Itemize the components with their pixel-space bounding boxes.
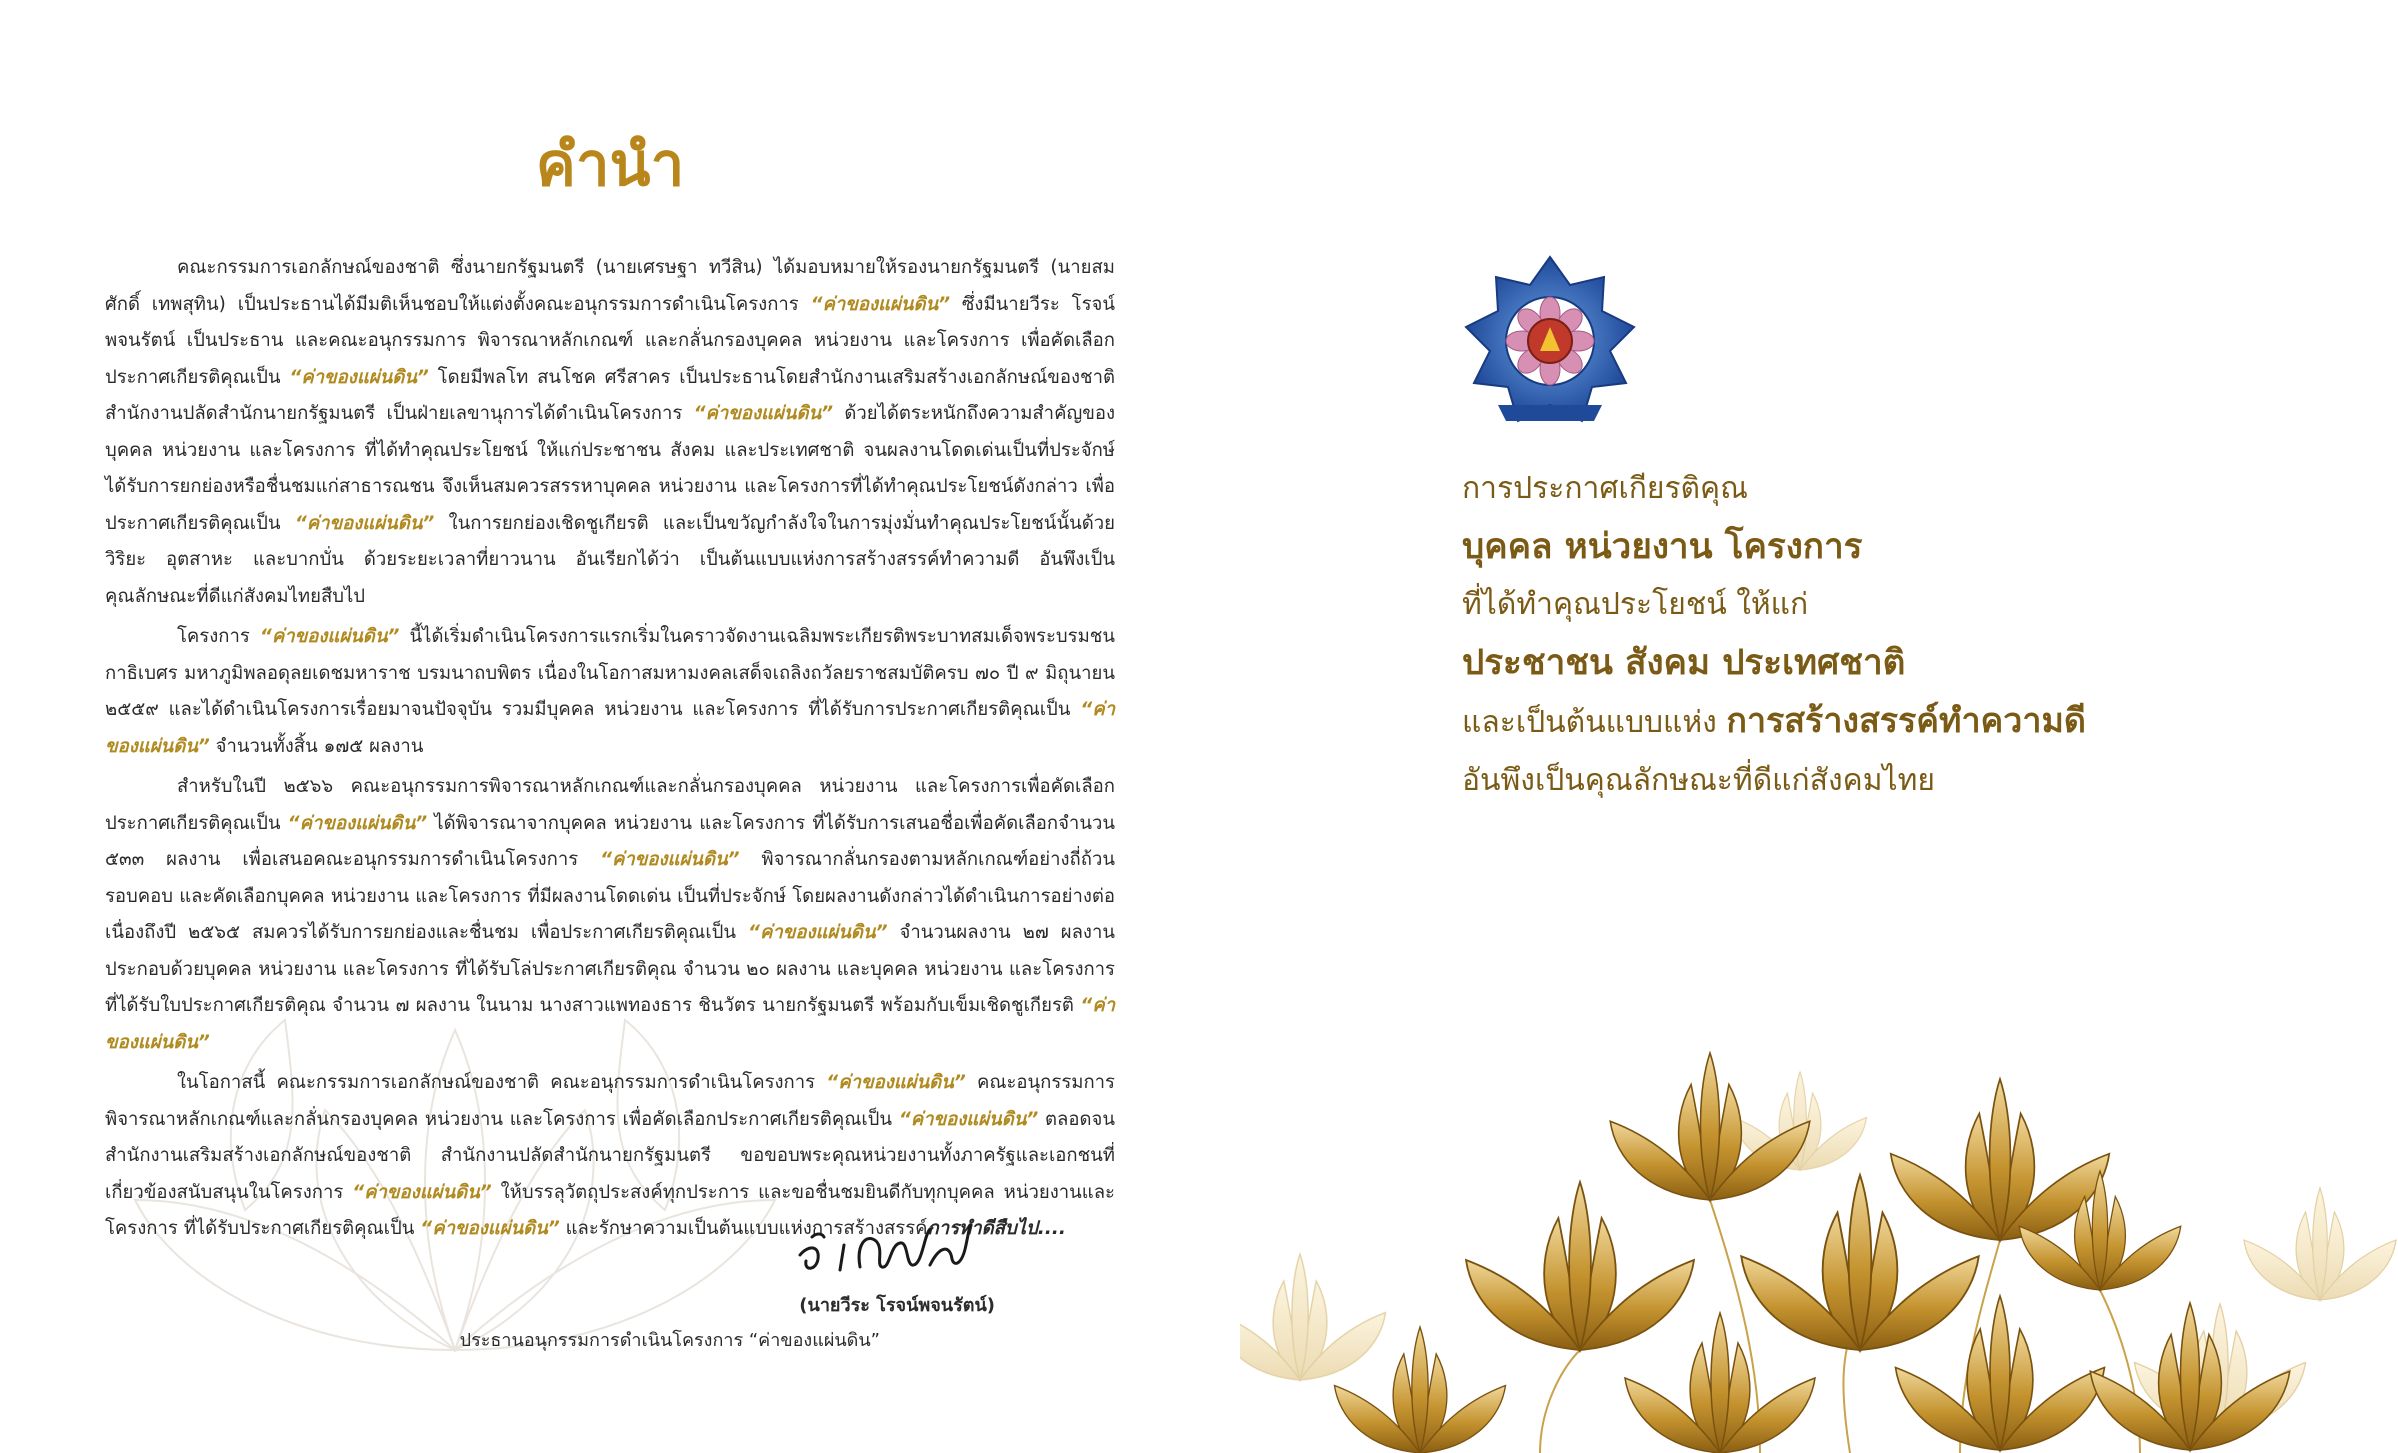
paragraph-text: ได้พิจารณาจากบุคคล หน่วยงาน และโครงการ ที่ได้รับการเสนอชื่อเพื่อคัดเลือกจำนวน ๕๓๓ ผลงาน เพื่อเสนอคณะอนุกรรมการดำเนินโครงการ — [105, 812, 1116, 870]
golden-lotus-illustration-icon — [1240, 1050, 2398, 1453]
project-name-highlight: “ค่าของแผ่นดิน” — [826, 1072, 966, 1093]
project-name-highlight: “ค่าของแผ่นดิน” — [693, 403, 834, 424]
project-name-highlight: “ค่าของแผ่นดิน” — [105, 699, 1115, 757]
project-name-highlight: “ค่าของแผ่นดิน” — [748, 922, 888, 943]
emphasis-text: การทำดีสืบไป.... — [927, 1218, 1066, 1239]
project-name-highlight: “ค่าของแผ่นดิน” — [105, 995, 1115, 1053]
paragraph-text: นี้ได้เริ่มดำเนินโครงการแรกเริ่มในคราวจัดงานเฉลิมพระเกียรติพระบาทสมเด็จพระบรมชนกาธิเบศร มหาภูมิพลอดุลยเดชมหาราช บรมนาถบพิตร เนื่องในโอกาสมหามงคลเสด็จเถลิงถวัลยราชสมบัติครบ ๗๐ ปี ๙ มิถุนายน ๒๕๕๙ และได้ดำเนินโครงการเรื่อยมาจนปัจจุบัน รวมมีบุคคล หน่วยงาน และโครงการ ที่ได้รับการประกาศเกียรติคุณเป็น — [105, 626, 1115, 720]
paragraph-text: จำนวนทั้งสิ้น ๑๗๕ ผลงาน — [209, 735, 424, 757]
paragraph-text: โดยมีพลโท สนโชค ศรีสาคร เป็นประธานโดยสำนักงานเสริมสร้างเอกลักษณ์ของชาติ สำนักงานปลัดสำนักนายกรัฐมนตรี เป็นฝ่ายเลขานุการได้ดำเนินโครงการ — [105, 366, 1115, 424]
project-name-highlight: “ค่าของแผ่นดิน” — [289, 366, 429, 388]
project-name-highlight: “ค่าของแผ่นดิน” — [898, 1108, 1039, 1130]
signatory-role: ประธานอนุกรรมการดำเนินโครงการ “ค่าของแผ่นดิน” — [459, 1330, 880, 1351]
paragraph-text: คณะกรรมการเอกลักษณ์ของชาติ ซึ่งนายกรัฐมนตรี (นายเศรษฐา ทวีสิน) ได้มอบหมายให้รองนายกรัฐมนตรี (นายสมศักดิ์ เทพสุทิน) เป็นประธานได้มีมติเห็นชอบให้แต่งตั้งคณะอนุกรรมการดำเนินโครงการ — [105, 257, 1115, 315]
paragraph-text: ให้บรรลุวัตถุประสงค์ทุกประการ และขอชื่นชมยินดีกับทุกบุคคล หน่วยงานและโครงการ ที่ได้รับประกาศเกียรติคุณเป็น — [105, 1181, 1115, 1239]
recognition-line-4: ประชาชน สังคม ประเทศชาติ — [1462, 643, 1906, 683]
committee-emblem-icon — [1462, 255, 1638, 431]
right-page-text — [1462, 460, 2322, 810]
paragraph-text: ในโอกาสนี้ คณะกรรมการเอกลักษณ์ของชาติ คณะอนุกรรมการดำเนินโครงการ — [177, 1072, 827, 1093]
paragraph-3 — [105, 769, 1115, 1061]
paragraph-text: สำหรับในปี ๒๕๖๖ คณะอนุกรรมการพิจารณาหลักเกณฑ์และกลั่นกรองบุคคล หน่วยงาน และโครงการเพื่อคัดเลือกประกาศเกียรติคุณเป็น — [105, 776, 1115, 834]
paragraph-text: ในการยกย่องเชิดชูเกียรติ และเป็นขวัญกำลังใจในการมุ่งมั่นทำคุณประโยชน์นั้นด้วยวิริยะ อุตสาหะ และบากบั่น ด้วยระยะเวลาที่ยาวนาน อันเรียกได้ว่า เป็นต้นแบบแห่งการสร้างสรรค์ทำความดี อันพึงเป็นคุณลักษณะที่ดีแก่สังคมไทยสืบไป — [105, 512, 1115, 607]
project-name-highlight: “ค่าของแผ่นดิน” — [420, 1218, 560, 1239]
paragraph-text: จำนวนผลงาน ๒๗ ผลงาน ประกอบด้วยบุคคล หน่วยงาน และโครงการ ที่ได้รับโล่ประกาศเกียรติคุณ จำนวน ๒๐ ผลงาน และบุคคล หน่วยงาน และโครงการ ที่ได้รับใบประกาศเกียรติคุณ จำนวน ๗ ผลงาน ในนาม นางสาวแพทองธาร ชินวัตร นายกรัฐมนตรี พร้อมกับเข็มเชิดชูเกียรติ — [105, 922, 1115, 1016]
recognition-line-3: ที่ได้ทำคุณประโยชน์ ให้แก่ — [1462, 587, 1809, 622]
recognition-line-6: อันพึงเป็นคุณลักษณะที่ดีแก่สังคมไทย — [1462, 763, 1935, 798]
page-title: คำนำ — [535, 130, 685, 200]
recognition-line-1: การประกาศเกียรติคุณ — [1462, 471, 1748, 506]
foreword-section — [105, 120, 1115, 1252]
project-name-highlight: “ค่าของแผ่นดิน” — [287, 812, 428, 834]
handwritten-signature-icon — [790, 1215, 1000, 1285]
signatory-name: (นายวีระ โรจน์พจนรัตน์) — [799, 1295, 995, 1316]
recognition-line-5: และเป็นต้นแบบแห่ง การสร้างสรรค์ทำความดี — [1462, 701, 2086, 741]
project-name-highlight: “ค่าของแผ่นดิน” — [294, 512, 435, 534]
project-name-highlight: “ค่าของแผ่นดิน” — [352, 1181, 492, 1203]
paragraph-text: ด้วยได้ตระหนักถึงความสำคัญของบุคคล หน่วยงาน และโครงการ ที่ได้ทำคุณประโยชน์ ให้แก่ประชาชน สังคม และประเทศชาติ จนผลงานโดดเด่นเป็นที่ประจักษ์ ได้รับการยกย่องหรือชื่นชมแก่สาธารณชน จึงเห็นสมควรสรรหาบุคคล หน่วยงาน และโครงการที่ได้ทำคุณประโยชน์ดังกล่าว เพื่อประกาศเกียรติคุณเป็น — [105, 403, 1115, 534]
paragraph-1 — [105, 250, 1115, 615]
paragraph-text: พิจารณากลั่นกรองตามหลักเกณฑ์อย่างถี่ถ้วนรอบคอบ และคัดเลือกบุคคล หน่วยงาน และโครงการ ที่มีผลงานโดดเด่น เป็นที่ประจักษ์ โดยผลงานดังกล่าวได้ดำเนินการอย่างต่อเนื่องถึงปี ๒๕๖๕ สมควรได้รับการยกย่องและชื่นชม เพื่อประกาศเกียรติคุณเป็น — [105, 849, 1115, 943]
project-name-highlight: “ค่าของแผ่นดิน” — [810, 293, 951, 315]
paragraph-text: โครงการ — [177, 626, 260, 647]
project-name-highlight: “ค่าของแผ่นดิน” — [259, 626, 400, 647]
paragraph-text: คณะอนุกรรมการพิจารณาหลักเกณฑ์และกลั่นกรองบุคคล หน่วยงาน และโครงการ เพื่อคัดเลือกประกาศเกียรติคุณเป็น — [105, 1072, 1115, 1130]
paragraph-text: และรักษาความเป็นต้นแบบแห่งการสร้างสรรค์ — [559, 1218, 928, 1239]
paragraph-2 — [105, 619, 1115, 765]
project-name-highlight: “ค่าของแผ่นดิน” — [600, 849, 740, 870]
paragraph-text: ซึ่งมีนายวีระ โรจน์พจนรัตน์ เป็นประธาน และคณะอนุกรรมการ พิจารณาหลักเกณฑ์ และกลั่นกรองบุคคล หน่วยงาน และโครงการ เพื่อคัดเลือกประกาศเกียรติคุณเป็น — [105, 293, 1115, 388]
recognition-line-2: บุคคล หน่วยงาน โครงการ — [1462, 527, 1863, 567]
paragraph-text: ตลอดจนสำนักงานเสริมสร้างเอกลักษณ์ของชาติ สำนักงานปลัดสำนักนายกรัฐมนตรี ขอขอบพระคุณหน่วยงานทั้งภาครัฐและเอกชนที่เกี่ยวข้องสนับสนุนในโครงการ — [105, 1108, 1116, 1203]
